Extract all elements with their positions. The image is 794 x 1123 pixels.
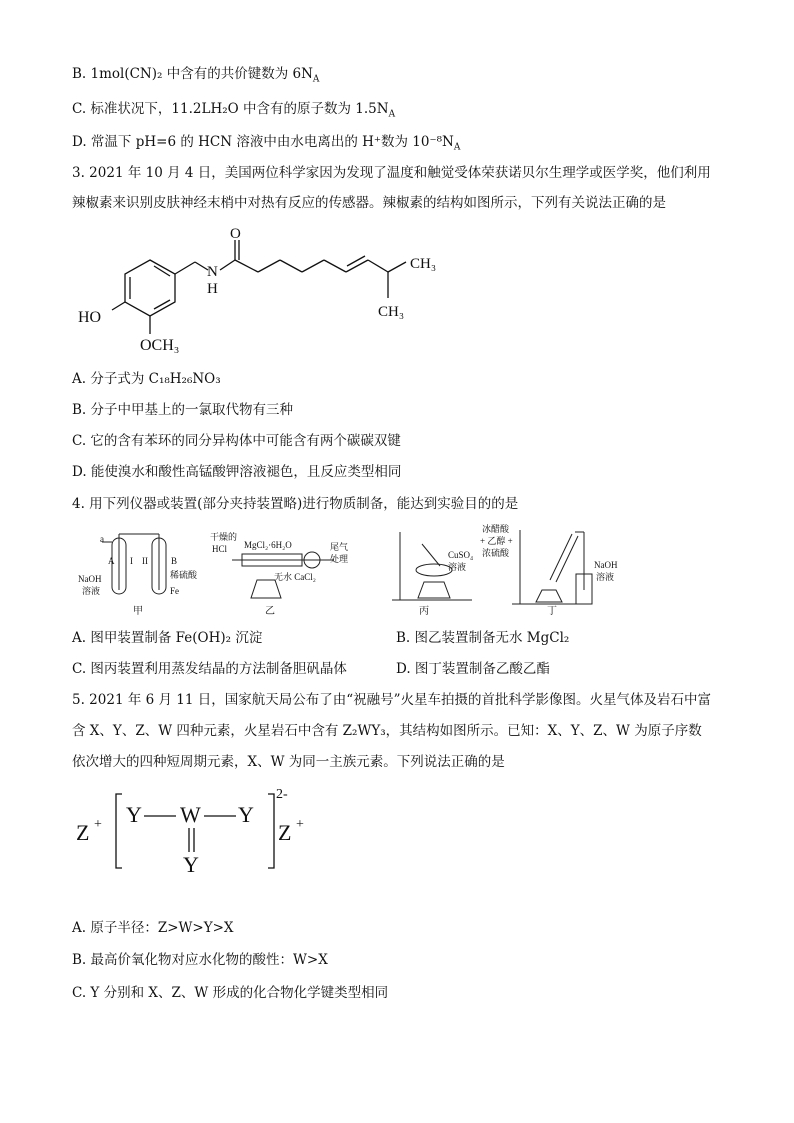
q4-option-d: D. 图丁装置制备乙酸乙酯 [396,661,550,677]
cuso4-solution-label: 溶液 [448,562,467,572]
amide-n-label: N [207,264,218,280]
naoh-label-2: NaOH [594,560,618,570]
naoh-solution-label-2: 溶液 [596,572,615,582]
q5-option-c: C. Y 分别和 X、Z、W 形成的化合物化学键类型相同 [72,985,389,1001]
caption-yi: 乙 [265,606,275,617]
tail-gas-label-1: 尾气 [330,542,349,552]
cation-charge-right: + [296,817,304,832]
cation-z-right: Z [278,820,292,845]
tube-label-I: I [130,556,133,566]
q3-stem-line2: 辣椒素来识别皮肤神经末梢中对热有反应的传感器。辣椒素的结构如图所示，下列有关说法正确的是 [72,195,666,211]
cation-charge-left: + [94,817,102,832]
cation-z-left: Z [76,820,90,845]
atom-y-right: Y [238,802,254,827]
caption-jia: 甲 [133,606,143,617]
fe-label: Fe [170,586,179,596]
reagent-label-2: + 乙醇 + [480,536,513,546]
tail-gas-label-2: 处理 [330,554,349,564]
q5-option-a: A. 原子半径：Z>W>Y>X [72,920,234,936]
q3-option-d: D. 能使溴水和酸性高锰酸钾溶液褪色，且反应类型相同 [72,464,402,480]
dilute-h2so4-label: 稀硫酸 [170,570,198,580]
q4-option-b: B. 图乙装置制备无水 MgCl₂ [396,630,570,646]
caption-bing: 丙 [419,606,429,617]
caption-ding: 丁 [547,606,557,617]
q3-stem-line1: 3. 2021 年 10 月 4 日，美国两位科学家因为发现了温度和触觉受体荣获诺贝尔生理学或医学奖，他们利用 [72,165,711,181]
reagent-label-3: 浓硫酸 [482,548,510,558]
q4-stem: 4. 用下列仪器或装置(部分夹持装置略)进行物质制备，能达到实验目的的是 [72,496,519,512]
q3-option-b: B. 分子中甲基上的一氯取代物有三种 [72,402,294,418]
carbonyl-oxygen-label: O [230,226,241,242]
q4-option-a: A. 图甲装置制备 Fe(OH)₂ 沉淀 [72,630,263,646]
q4-option-c: C. 图丙装置利用蒸发结晶的方法制备胆矾晶体 [72,661,347,677]
hydroxyl-label: HO [78,309,102,326]
q5-stem-line2: 含 X、Y、Z、W 四种元素，火星岩石中含有 Z₂WY₃，其结构如图所示。已知：X、Y、Z、W 为原子序数 [72,723,702,739]
z2wy3-structure [72,782,332,882]
naoh-solution-label-1: 溶液 [82,586,101,596]
capsaicin-structure [70,222,460,362]
tube-valve-a: a [100,534,104,544]
methoxy-label: OCH₃ [140,337,180,354]
q2-option-b: B. 1mol(CN)₂ 中含有的共价键数为 $6N_A$ [72,66,320,85]
q5-stem-line3: 依次增大的四种短周期元素，X、W 为同一主族元素。下列说法正确的是 [72,754,505,770]
q2-option-d: D. 常温下 pH=6 的 HCN 溶液中由水电离出的 H⁺数为 $10^{-8}N_A$ [72,134,461,153]
atom-y-left: Y [126,802,142,827]
hcl-label: HCl [212,544,228,554]
q5-stem-line1: 5. 2021 年 6 月 11 日，国家航天局公布了由“祝融号”火星车拍摄的首批科学影像图。火星气体及岩石中富 [72,692,712,708]
q5-option-b: B. 最高价氧化物对应水化物的酸性：W>X [72,952,328,968]
amide-h-label: H [207,281,218,297]
anhydrous-cacl2-label: 无水 CaCl₂ [274,572,316,582]
tube-label-II: II [142,556,148,566]
tube-label-A: A [108,556,115,566]
reagent-label-1: 冰醋酸 [482,524,510,534]
atom-y-bottom: Y [183,852,199,877]
mgcl2-hydrate-label: MgCl₂·6H₂O [244,540,292,550]
methyl-bottom-label: CH₃ [378,304,405,320]
cuso4-label: CuSO₄ [448,550,474,560]
naoh-label-1: NaOH [78,574,102,584]
dry-label: 干燥的 [210,532,238,542]
atom-w-center: W [180,802,201,827]
q2-option-c: C. 标准状况下，11.2LH₂O 中含有的原子数为 $1.5N_A$ [72,101,396,120]
anion-charge: 2- [276,787,288,802]
q3-option-c: C. 它的含有苯环的同分异构体中可能含有两个碳碳双键 [72,433,401,449]
methyl-top-label: CH₃ [410,256,437,272]
tube-label-B: B [171,556,178,566]
q3-option-a: A. 分子式为 C₁₈H₂₆NO₃ [72,371,221,387]
